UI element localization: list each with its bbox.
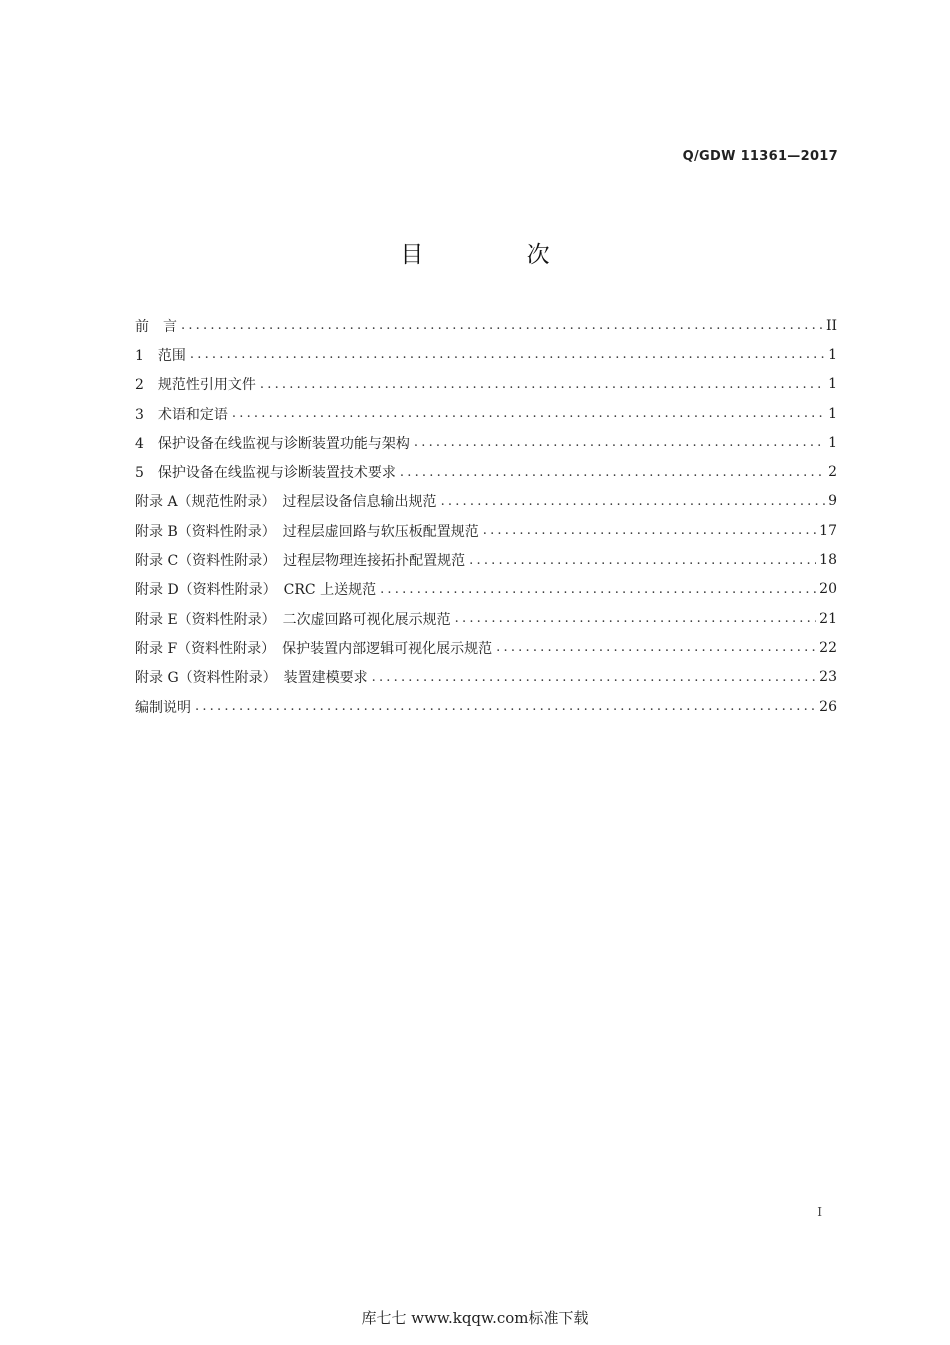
footer-watermark: 库七七 www.kqqw.com标准下载 — [361, 1309, 589, 1327]
toc-entry[interactable] — [135, 633, 837, 662]
toc-entry-page: 9 — [828, 493, 837, 510]
toc-dot-leader — [372, 670, 817, 685]
toc-entry-label: 附录 B（资料性附录） 过程层虚回路与软压板配置规范 — [135, 523, 479, 540]
toc-dot-leader — [400, 465, 825, 480]
document-code: Q/GDW 11361—2017 — [682, 149, 838, 164]
toc-dot-leader — [232, 406, 825, 421]
toc-entry[interactable] — [135, 311, 837, 340]
toc-entry[interactable] — [135, 604, 837, 633]
toc-entry-page: 21 — [819, 610, 837, 627]
table-of-contents — [135, 311, 837, 721]
toc-dot-leader — [414, 435, 825, 450]
toc-entry-page: 23 — [819, 669, 837, 686]
toc-entry[interactable] — [135, 487, 837, 516]
toc-dot-leader — [181, 318, 823, 333]
toc-entry-page: 1 — [828, 346, 837, 363]
toc-entry-page: 1 — [828, 405, 837, 422]
toc-entry-label: 附录 G（资料性附录） 装置建模要求 — [135, 670, 368, 687]
toc-entry-page: 18 — [819, 552, 837, 569]
toc-entry[interactable] — [135, 399, 837, 428]
toc-dot-leader — [455, 611, 817, 626]
toc-entry[interactable] — [135, 545, 837, 574]
toc-entry-page: 1 — [828, 376, 837, 393]
toc-entry-label: 1 范围 — [135, 347, 186, 364]
toc-entry-label: 2 规范性引用文件 — [135, 377, 256, 394]
toc-entry-page: II — [825, 317, 837, 334]
toc-entry-label: 前 言 — [135, 318, 177, 335]
toc-entry[interactable] — [135, 340, 837, 369]
toc-dot-leader — [496, 640, 816, 655]
toc-dot-leader — [469, 553, 816, 568]
toc-entry-page: 26 — [819, 698, 837, 715]
toc-entry[interactable] — [135, 692, 837, 721]
toc-dot-leader — [483, 523, 816, 538]
toc-dot-leader — [380, 582, 816, 597]
toc-entry[interactable] — [135, 575, 837, 604]
page-title: 目 次 — [400, 242, 598, 268]
toc-entry-label: 附录 D（资料性附录） CRC 上送规范 — [135, 582, 377, 599]
toc-entry-label: 4 保护设备在线监视与诊断装置功能与架构 — [135, 435, 410, 452]
toc-entry[interactable] — [135, 428, 837, 457]
toc-entry-page: 20 — [819, 581, 837, 598]
toc-entry-label: 3 术语和定语 — [135, 406, 228, 423]
toc-entry[interactable] — [135, 370, 837, 399]
toc-dot-leader — [441, 494, 826, 509]
toc-entry-page: 22 — [819, 639, 837, 656]
toc-dot-leader — [260, 377, 825, 392]
toc-entry-label: 附录 E（资料性附录） 二次虚回路可视化展示规范 — [135, 611, 451, 628]
page-number: I — [817, 1205, 822, 1219]
toc-entry-label: 附录 A（规范性附录） 过程层设备信息输出规范 — [135, 494, 437, 511]
toc-entry[interactable] — [135, 516, 837, 545]
toc-dot-leader — [195, 699, 816, 714]
toc-entry-label: 5 保护设备在线监视与诊断装置技术要求 — [135, 465, 396, 482]
toc-entry-page: 2 — [828, 464, 837, 481]
toc-entry-label: 附录 F（资料性附录） 保护装置内部逻辑可视化展示规范 — [135, 640, 493, 657]
toc-dot-leader — [190, 347, 825, 362]
toc-entry-label: 编制说明 — [135, 699, 191, 716]
toc-entry-label: 附录 C（资料性附录） 过程层物理连接拓扑配置规范 — [135, 553, 466, 570]
toc-entry[interactable] — [135, 663, 837, 692]
toc-entry[interactable] — [135, 457, 837, 486]
toc-entry-page: 1 — [828, 434, 837, 451]
toc-entry-page: 17 — [819, 522, 837, 539]
